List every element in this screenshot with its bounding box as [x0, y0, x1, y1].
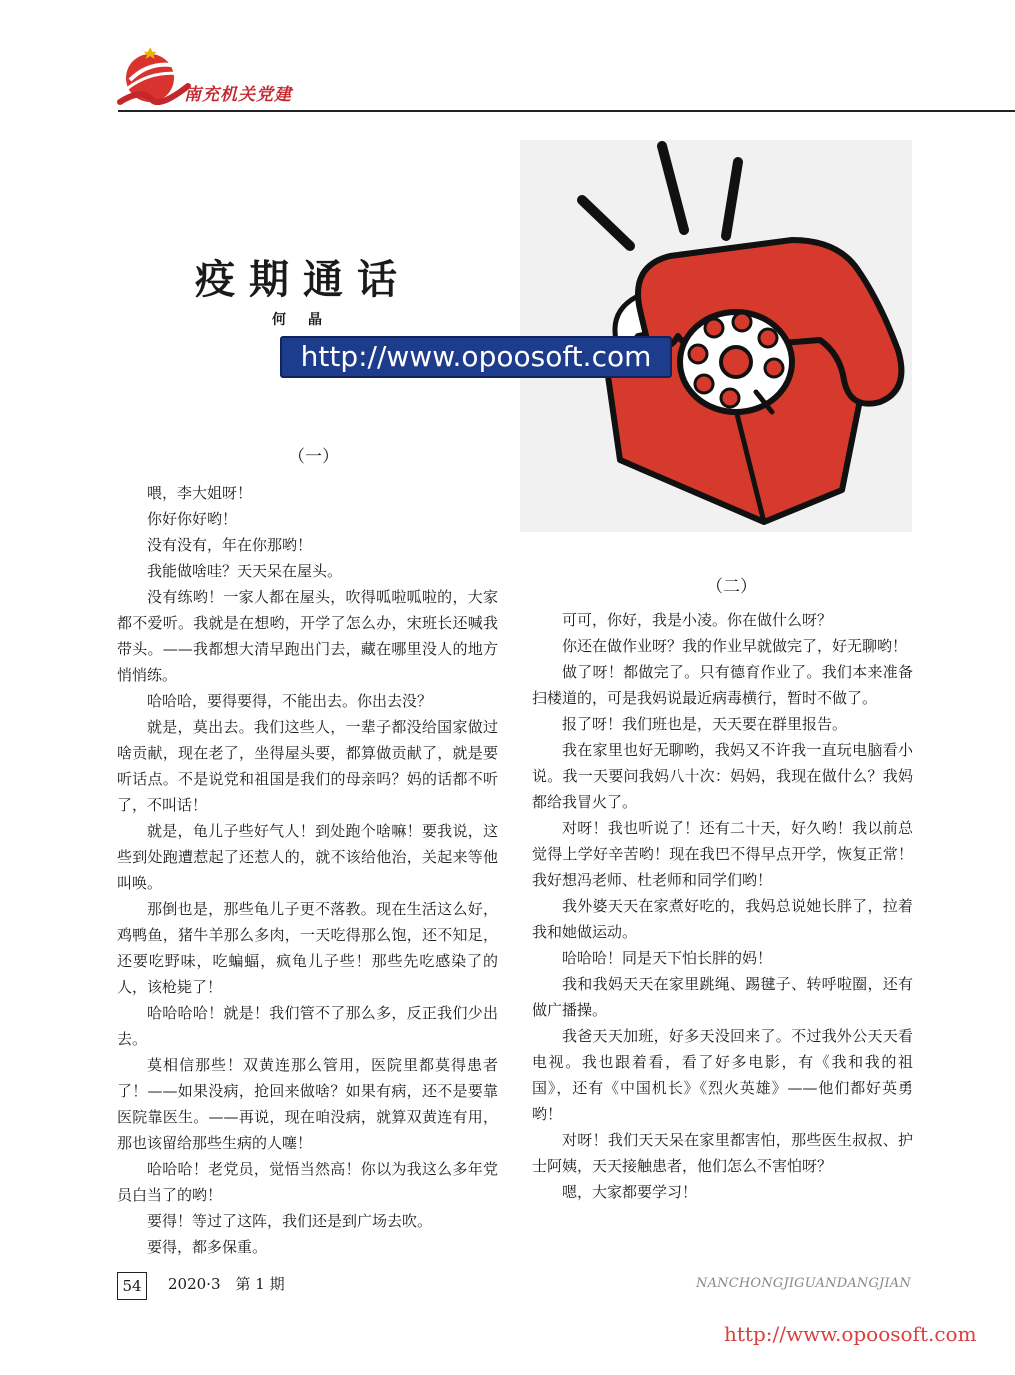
- paragraph: 喂，李大姐呀！: [147, 484, 253, 502]
- paragraph: 哈哈哈！同是天下怕长胖的妈！: [562, 949, 773, 967]
- watermark-url-footer: http://www.opoosoft.com: [724, 1322, 977, 1346]
- magazine-logo-icon: [112, 40, 192, 112]
- header-divider: [118, 110, 1015, 112]
- section-one-text: [117, 480, 498, 1260]
- magazine-pinyin-name: NANCHONGJIGUANDANGJIAN: [696, 1276, 911, 1291]
- paragraph: 你好你好哟！: [147, 510, 238, 528]
- paragraph: 莫相信那些！双黄连那么管用，医院里都莫得患者了！——如果没病，抢回来做啥？如果有病，还不是要靠医院靠医生。——再说，现在咱没病，就算双黄连有用，那也该留给那些生病的人噻！: [117, 1056, 498, 1152]
- paragraph: 做了呀！都做完了。只有德育作业了。我们本来准备扫楼道的，可是我妈说最近病毒横行，暂时不做了。: [532, 663, 913, 707]
- paragraph: 对呀！我们天天呆在家里都害怕，那些医生叔叔、护士阿姨，天天接触患者，他们怎么不害怕呀？: [532, 1131, 913, 1175]
- paragraph: 要得！等过了这阵，我们还是到广场去吹。: [147, 1212, 433, 1230]
- article-author: 何晶: [272, 312, 344, 328]
- section-heading-two: （二）: [706, 577, 757, 597]
- page-number: 54: [117, 1272, 147, 1300]
- section-two-text: [532, 607, 913, 1205]
- paragraph: 就是，莫出去。我们这些人，一辈子都没给国家做过啥贡献，现在老了，坐得屋头要，都算做贡献了，就是要听话点。不是说党和祖国是我们的母亲吗？妈的话都不听了，不叫话！: [117, 718, 498, 814]
- paragraph: 哈哈哈！老党员，觉悟当然高！你以为我这么多年党员白当了的哟！: [117, 1160, 498, 1204]
- paragraph: 哈哈哈哈！就是！我们管不了那么多，反正我们少出去。: [117, 1004, 498, 1048]
- paragraph: 对呀！我也听说了！还有二十天，好久哟！我以前总觉得上学好辛苦哟！现在我巴不得早点开学，恢复正常！我好想冯老师、杜老师和同学们哟！: [532, 819, 913, 889]
- paragraph: 我在家里也好无聊哟，我妈又不许我一直玩电脑看小说。我一天要问我妈八十次：妈妈，我现在做什么？我妈都给我冒火了。: [532, 741, 913, 811]
- article-title: 疫期通话: [195, 256, 411, 303]
- paragraph: 那倒也是，那些龟儿子更不落教。现在生活这么好，鸡鸭鱼，猪牛羊那么多肉，一天吃得那么饱，还不知足，还要吃野味，吃蝙蝠，疯龟儿子些！那些先吃感染了的人，该枪毙了！: [117, 900, 498, 996]
- magazine-name: 南充机关党建: [184, 85, 292, 105]
- paragraph: 我能做啥哇？天天呆在屋头。: [147, 562, 343, 580]
- paragraph: 报了呀！我们班也是，天天要在群里报告。: [562, 715, 848, 733]
- paragraph: 我爸天天加班，好多天没回来了。不过我外公天天看电视。我也跟着看，看了好多电影，有《我和我的祖国》，还有《中国机长》《烈火英雄》——他们都好英勇哟！: [532, 1027, 913, 1123]
- paragraph: 哈哈哈，要得要得，不能出去。你出去没？: [147, 692, 433, 710]
- paragraph: 就是，龟儿子些好气人！到处跑个啥嘛！要我说，这些到处跑遭惹起了还惹人的，就不该给他治，关起来等他叫唤。: [117, 822, 498, 892]
- watermark-url-banner: http://www.opoosoft.com: [280, 336, 672, 378]
- paragraph: 没有没有，年在你那哟！: [147, 536, 313, 554]
- paragraph: 我外婆天天在家煮好吃的，我妈总说她长胖了，拉着我和她做运动。: [532, 897, 913, 941]
- paragraph: 没有练哟！一家人都在屋头，吹得呱啦呱啦的，大家都不爱听。我就是在想哟，开学了怎么办，宋班长还喊我带头。——我都想大清早跑出门去，藏在哪里没人的地方悄悄练。: [117, 588, 498, 684]
- paragraph: 要得，都多保重。: [147, 1238, 268, 1256]
- paragraph: 嗯，大家都要学习！: [562, 1183, 698, 1201]
- paragraph: 你还在做作业呀？我的作业早就做完了，好无聊哟！: [562, 637, 908, 655]
- paragraph: 我和我妈天天在家里跳绳、踢毽子、转呼啦圈，还有做广播操。: [532, 975, 913, 1019]
- paragraph: 可可，你好，我是小凌。你在做什么呀？: [562, 611, 833, 629]
- issue-label: 2020·3 第 1 期: [168, 1275, 285, 1293]
- section-heading-one: （一）: [288, 447, 339, 467]
